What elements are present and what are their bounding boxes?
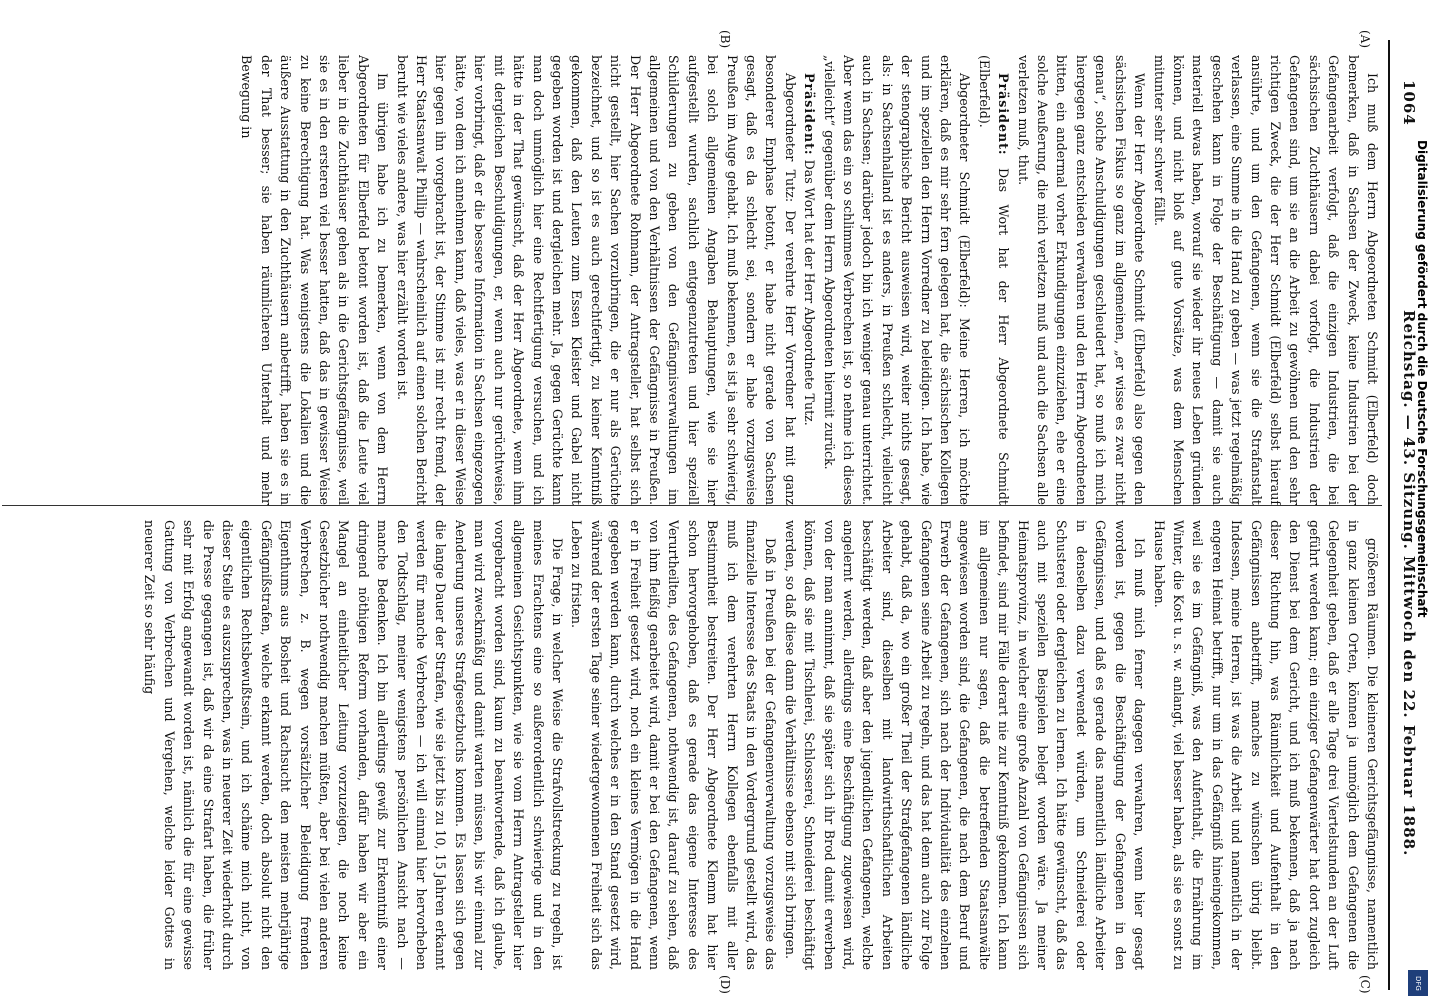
speech-text: Abgeordneter Schmidt (Elberfeld): Meine Herren, ich möchte erklären, daß es mir sehr fern gelegen hat, die sächsischen Kollegen und im speziellen den Herrn Vorredner zu beleidigen. Ich habe, wie der stenographische Bericht ausweisen wird, weiter nichts gesagt, als: in Sachsenhalland ist es anders, in Preußen schlecht, vielleicht auch in Sachsen; darüber jedoch bin ich weniger genau unterrichtet. Aber wenn das ein so schlimmes Verbrechen ist, so nehme ich dieses „vielleicht“ gegenüber dem Herrn Abgeordneten hiermit zurück.	[821, 55, 973, 505]
speech-block	[237, 55, 392, 505]
speech-block	[819, 55, 974, 505]
column-right	[12, 520, 1382, 970]
speech-text: Das Wort hat der Herr Abgeordnete Tutz.	[802, 159, 818, 426]
column-left	[12, 55, 1382, 505]
speech-text: Das Wort hat der Herr Abgeordnete Schmidt (Elberfeld).	[976, 55, 1012, 505]
credit-text: Digitalisierung gefördert durch die Deutsche Forschungsgemeinschaft	[1415, 140, 1429, 618]
digitization-credit	[1407, 140, 1429, 970]
paragraph: Wenn der Herr Abgeordnete Schmidt (Elberfeld) also gegen den sächsischen Fiskus so ganz im allgemeinen, „er wisse es zwar nicht genau“, solche Anschuldigungen geschleudert hat, so muß ich mich hiergegen ganz entschieden verwahren und den Herrn Abgeordneten bitten, ein andermal vorher Erkundigungen einzuziehen, ehe er eine solche Aeußerung, die mich verletzen muß und auch die Sachsen alle verletzen muß, thut.	[1015, 55, 1148, 505]
paragraph: Ich muß mich ferner dagegen verwahren, wenn hier gesagt worden ist, gegen die Beschäftigung der Gefangenen in den Gefängnissen, und daß es gerade das namentlich ländliche Arbeiter in denselben dazu verwendet würden, um Schneiderei oder Schusterei oder dergleichen zu lernen. Ich hätte gewünscht, daß das auch mit speziellen Beispielen belegt worden wäre. Ja meiner Heimatsprovinz, in welcher eine große Anzahl von Gefängnissen sich befindet, sind mir Fälle derart nie zur Kenntniß gekommen. Ich kann im allgemeinen nur sagen, daß die betreffenden Staatsanwälte angewiesen worden sind, die Gefangenen, die nach dem Beruf und Erwerb der Gefangenen, sich nach der Individualität des einzelnen Gefangenen seine Arbeit zu regeln, und das hat denn auch zur Folge gehabt, daß da, wo ein großer Theil der Strafgefangenen ländliche Arbeiter sind, dieselben mit landwirthschaftlichen Arbeiten beschäftigt werden, daß aber den jugendlichen Gefangenen, welche angelernt werden, allerdings eine Beschäftigung zugewiesen wird, von der man annimmt, daß sie später sich ihr Brod damit erwerben können, daß sie mit Tischlerei, Schlosserei, Schneiderei beschäftigt werden, so daß diese dann die Verhältnisse ebenso mit sich bringen.	[782, 520, 1148, 970]
speech-block	[392, 55, 800, 505]
speaker-label: Präsident:	[996, 73, 1012, 156]
dfg-logo: DFG	[1408, 970, 1428, 996]
page-number: 1064	[1400, 80, 1418, 126]
margin-mark-d: (D)	[718, 975, 732, 994]
paragraph: Ich muß dem Herrn Abgeordneten Schmidt (Elberfeld) doch bemerken, daß in Sachsen der Zweck, keine Industrien bei der Gefangenarbeit verfolgt, daß die einzigen Industrien, die bei sächsischen Zuchthäusern dabei vorfolgt, die Industrien der Gefangenen sind, um sie an die Arbeit zu gewöhnen und den sehr richtigen Zweck, die der Herr Schmidt (Elberfeld) selbst hierauf ansührte, und um den Gefangenen, wenn sie die Strafanstalt verlassen, eine Summe in die Hand zu geben — was jetzt regelmäßig geschehen kann in Folge der Beschäftigung — damit sie auch materiell etwas haben, worauf sie wieder ihr neues Leben gründen können, und nicht bloß auf gute Vorsätze, was dem Menschen mitunter sehr schwer fällt.	[1151, 55, 1380, 505]
speech-block	[800, 55, 819, 505]
margin-mark-b: (B)	[718, 30, 732, 49]
speech-text: Im übrigen habe ich zu bemerken, wenn von dem Herrn Abgeordneten für Elberfeld betont worden ist, daß die Leute viel lieber in die Zuchthäuser gehen als in die Gerichtsgefängnisse, weil sie es in den ersteren viel besser hatten, daß das in gewisser Weise zu keine Berechtigung hat. Was wenigstens die Lokalien und die äußere Ausstattung in den Zuchthäusern anbetrifft, haben sie es in der That besser; sie haben räumlicheren Unterhalt und mehr Bewegung in	[239, 55, 391, 505]
speech-block	[974, 55, 1013, 505]
margin-mark-a: (A)	[1358, 30, 1372, 49]
header-title: Reichstag. — 43. Sitzung. Mittwoch den 22. Februar 1888.	[1400, 310, 1418, 857]
margin-mark-c: (C)	[1358, 975, 1372, 994]
header-rule	[1388, 40, 1390, 990]
paragraph: Daß in Preußen bei der Gefangenenverwaltung vorzugsweise das finanzielle Interesse des Staats in den Vordergrund gestellt wird, das muß ich dem verehrten Herrn Kollegen ebenfalls mit aller Bestimmtheit bestreiten. Der Herr Abgeordnete Klemm hat hier schon hervorgehoben, daß es gerade das eigene Interesse des Verurtheilten, des Gefangenen, nothwendig ist, darauf zu sehen, daß von ihm fleißig gearbeitet wird, damit er bei den Gefangenen, wenn er in Freiheit gesetzt wird, noch ein kleines Vermögen in die Hand gegeben werden kann, durch welches er in den Stand gesetzt wird, während der ersten Tage seiner wiedergewonnenen Freiheit sich das Leben zu fristen.	[569, 520, 779, 970]
paragraph: Die Frage, in welcher Weise die Strafvollstreckung zu regeln, ist meines Erachtens eine so außerordentlich schwierige und in den allgemeinen Gesichtspunkten, wie sie vom Herrn Antragsteller hier vorgebracht worden sind, kaum zu beantwortende, daß ich glaube, man wird zweckmäßig und damit warten müssen, bis wir einmal zur Aenderung unseres Strafgesetzbuchs kommen. Es lassen sich gegen die lange Dauer der Strafen, wie sie jetzt bis zu 10, 15 Jahren erkannt werden für manche Verbrechen — ich will einmal hier hervorheben den Todtschlag, meiner wenigstens persönlichen Ansicht nach — manche Bedenken. Ich bin allerdings gewiß zur Erkenntniß einer dringend nöthigen Reform vorhanden, dafür haben wir aber ein Mangel an einheitlicher Leitung vorzuzeigen, die noch keine Gesetzbücher nothwendig machen müßten, aber bei vielen anderen Verbrechen, z. B. wegen vorsätzlicher Beleidigung fremden Eigenthums aus Bosheit und Rachsucht den meisten mehrjährige Gefängnißstrafen, welche erkannt werden, doch absolut nicht den eigentlichen Rechtsbewußtsein, und ich schäme mich nicht, von dieser Stelle es auszusprechen, was in neuerer Zeit wiederholt durch die Presse gegangen ist, daß wir da eine Strafart haben, die früher sehr mit Erfolg angewandt worden ist, nämlich die für eine gewisse Gattung von Verbrechen und Vergehen, welche leider Gottes in neuerer Zeit so sehr häufig	[142, 520, 565, 970]
speaker-label: Präsident:	[802, 73, 818, 156]
speech-text: Abgeordneter Tutz: Der verehrte Herr Vorredner hat mit ganz besonderer Emphase betont, er habe nicht gerade von Sachsen gesagt, daß es da schlecht sei, sondern er habe vorzugsweise Preußen im Auge gehabt. Ich muß bekennen, es ist ja sehr schwierig, bei solch allgemeinen Angaben Behauptungen, wie sie hier aufgestellt wurden, sachlich entgegenzutreten und hier speziell Schilderungen zu geben von den Gefängnisverwaltungen im allgemeinen und von den Verhältnissen der Gefängnisse in Preußen. Der Herr Abgeordnete Rohmann, der Antragsteller, hat selbst sich nicht gestellt, hier Sachen vorzubringen, die er nur als Gerüchte bezeichnet, und so ist es auch gerechtfertigt, zu keiner Kenntniß gekommen, daß den Leuten zum Essen Kleister und Gabel nicht gegeben worden ist und dergleichen mehr. Ja, gegen Gerüchte kann man doch unmöglich hier eine Rechtfertigung versuchen, und ich hätte in der That gewünscht, daß der Herr Abgeordnete, wenn ihm mit dergleichen Beschuldigungen, er, wenn auch nur gerüchtweise, hier vorbringt, daß er die bessere Information in Sachsen eingezogen hätte, von dem ich annehmen kann, daß vieles, was er in dieser Weise hier gegen ihn vorgebracht ist, der Stimme ist mir recht fremd, der Herr Staatsanwalt Phillip — wahrscheinlich auf einen solchen Bericht beruht wie vieles andere, was hier erzählt worden ist.	[394, 55, 798, 505]
column-divider	[2, 505, 1382, 506]
paragraph: größeren Räumen. Die kleineren Gerichtsgefängnisse, namentlich in ganz kleinen Orten, können ja unmöglich dem Gefangenen die Gelegenheit geben, daß er alle Tage drei Viertelstunden an der Luft geführt werden kann; ein einziger Gefangenwärter hat dort zugleich den Dienst bei dem Gericht, und ich muß bekennen, daß ja nach dieser Richtung hin, was Räumlichkeit und Aufenthalt in den Gefängnissen anbetrifft, manches zu wünschen übrig bleibt. Indessen, meine Herren, ist was die Arbeit und namentlich in der engeren Heimat betrifft, nur um in das Gefängniß hineingekommen, weil sie es im Gefängniß, was den Aufenthalt, die Ernährung im Winter, die Kost u. s. w. anlangt, viel besser haben, als sie es sonst zu Hause haben.	[1151, 520, 1380, 970]
